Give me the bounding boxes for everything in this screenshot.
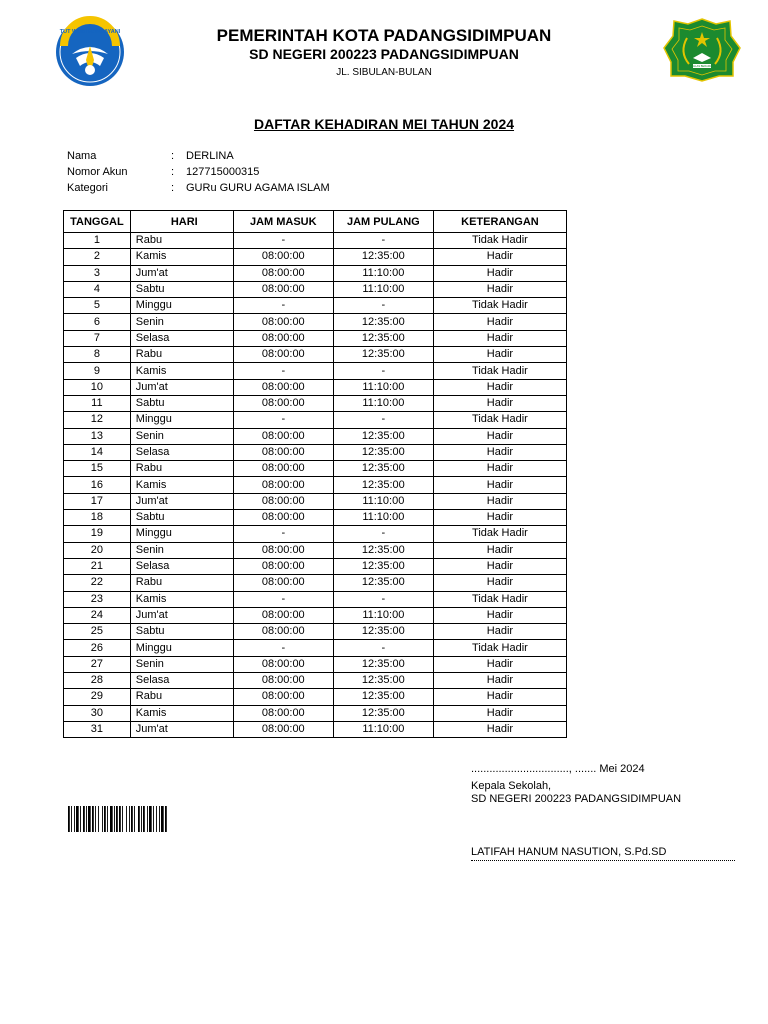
cell-jam-masuk: 08:00:00 xyxy=(233,314,333,330)
table-row xyxy=(64,705,567,721)
cell-jam-masuk: 08:00:00 xyxy=(233,705,333,721)
cell-keterangan: Tidak Hadir xyxy=(433,591,566,607)
cell-keterangan: Tidak Hadir xyxy=(433,412,566,428)
header-jam-pulang: JAM PULANG xyxy=(333,211,433,233)
cell-hari: Selasa xyxy=(130,673,233,689)
cell-jam-pulang: 12:35:00 xyxy=(333,705,433,721)
right-logo-text: IKHLAS BERAMAL xyxy=(690,65,714,69)
cell-hari: Jum'at xyxy=(130,379,233,395)
cell-jam-masuk: 08:00:00 xyxy=(233,281,333,297)
table-row xyxy=(64,444,567,460)
cell-keterangan: Hadir xyxy=(433,575,566,591)
barcode-bar xyxy=(88,806,91,832)
signature-underline xyxy=(471,860,735,861)
cell-jam-pulang: - xyxy=(333,640,433,656)
cell-jam-masuk: 08:00:00 xyxy=(233,330,333,346)
table-row xyxy=(64,363,567,379)
table-row xyxy=(64,640,567,656)
header-tanggal: TANGGAL xyxy=(64,211,131,233)
barcode-bar xyxy=(143,806,145,832)
cell-tanggal: 21 xyxy=(64,558,131,574)
signatory-name: LATIFAH HANUM NASUTION, S.Pd.SD xyxy=(471,846,667,858)
table-row xyxy=(64,575,567,591)
barcode-bar xyxy=(95,806,96,832)
cell-tanggal: 13 xyxy=(64,428,131,444)
info-value: DERLINA xyxy=(186,150,234,162)
cell-hari: Jum'at xyxy=(130,721,233,737)
table-row xyxy=(64,591,567,607)
cell-hari: Minggu xyxy=(130,640,233,656)
barcode-bar xyxy=(116,806,118,832)
cell-hari: Sabtu xyxy=(130,281,233,297)
cell-keterangan: Tidak Hadir xyxy=(433,298,566,314)
school-name: SD NEGERI 200223 PADANGSIDIMPUAN xyxy=(249,46,519,62)
cell-keterangan: Hadir xyxy=(433,428,566,444)
cell-jam-masuk: 08:00:00 xyxy=(233,428,333,444)
cell-hari: Selasa xyxy=(130,330,233,346)
cell-jam-masuk: - xyxy=(233,526,333,542)
cell-hari: Rabu xyxy=(130,347,233,363)
cell-hari: Minggu xyxy=(130,298,233,314)
cell-hari: Rabu xyxy=(130,575,233,591)
barcode-bar xyxy=(156,806,157,832)
cell-keterangan: Tidak Hadir xyxy=(433,640,566,656)
cell-jam-pulang: - xyxy=(333,591,433,607)
barcode-bar xyxy=(110,806,113,832)
cell-keterangan: Tidak Hadir xyxy=(433,363,566,379)
barcode-bar xyxy=(107,806,108,832)
barcode-bar xyxy=(153,806,154,832)
barcode-bar xyxy=(86,806,87,832)
cell-keterangan: Hadir xyxy=(433,395,566,411)
table-row xyxy=(64,689,567,705)
cell-jam-pulang: - xyxy=(333,233,433,249)
cell-tanggal: 22 xyxy=(64,575,131,591)
cell-jam-masuk: 08:00:00 xyxy=(233,656,333,672)
cell-hari: Kamis xyxy=(130,591,233,607)
barcode-bar xyxy=(149,806,152,832)
government-name: PEMERINTAH KOTA PADANGSIDIMPUAN xyxy=(216,26,552,45)
table-row xyxy=(64,379,567,395)
cell-tanggal: 9 xyxy=(64,363,131,379)
barcode-bar xyxy=(98,806,99,832)
left-logo-text: TUT WURI HANDAYANI xyxy=(59,29,121,35)
table-row xyxy=(64,298,567,314)
table-header-row xyxy=(64,211,567,233)
cell-tanggal: 31 xyxy=(64,721,131,737)
cell-jam-pulang: 11:10:00 xyxy=(333,493,433,509)
table-row xyxy=(64,721,567,737)
barcode-bar xyxy=(134,806,135,832)
cell-jam-pulang: 12:35:00 xyxy=(333,542,433,558)
cell-tanggal: 30 xyxy=(64,705,131,721)
table-row xyxy=(64,526,567,542)
barcode-bar xyxy=(131,806,133,832)
info-row-nomor-akun xyxy=(67,164,330,180)
cell-jam-pulang: - xyxy=(333,412,433,428)
info-label: Kategori xyxy=(67,182,108,194)
cell-tanggal: 10 xyxy=(64,379,131,395)
school-address: JL. SIBULAN-BULAN xyxy=(336,67,432,78)
cell-tanggal: 16 xyxy=(64,477,131,493)
cell-jam-masuk: - xyxy=(233,298,333,314)
table-row xyxy=(64,412,567,428)
cell-tanggal: 11 xyxy=(64,395,131,411)
cell-jam-masuk: 08:00:00 xyxy=(233,249,333,265)
table-row xyxy=(64,330,567,346)
cell-tanggal: 18 xyxy=(64,510,131,526)
cell-jam-pulang: 12:35:00 xyxy=(333,624,433,640)
cell-tanggal: 27 xyxy=(64,656,131,672)
cell-jam-pulang: 11:10:00 xyxy=(333,721,433,737)
table-row xyxy=(64,558,567,574)
barcode-bar xyxy=(68,806,70,832)
cell-keterangan: Hadir xyxy=(433,281,566,297)
cell-jam-pulang: 12:35:00 xyxy=(333,249,433,265)
cell-jam-pulang: 12:35:00 xyxy=(333,575,433,591)
barcode-bar xyxy=(159,806,160,832)
table-row xyxy=(64,673,567,689)
cell-jam-pulang: 12:35:00 xyxy=(333,444,433,460)
cell-jam-masuk: - xyxy=(233,591,333,607)
cell-keterangan: Hadir xyxy=(433,673,566,689)
barcode-bar xyxy=(102,806,103,832)
info-label: Nama xyxy=(67,150,97,162)
cell-keterangan: Hadir xyxy=(433,477,566,493)
header-jam-masuk: JAM MASUK xyxy=(233,211,333,233)
document-title: DAFTAR KEHADIRAN MEI TAHUN 2024 xyxy=(253,116,515,132)
cell-hari: Sabtu xyxy=(130,510,233,526)
cell-hari: Jum'at xyxy=(130,493,233,509)
table-row xyxy=(64,461,567,477)
cell-keterangan: Hadir xyxy=(433,314,566,330)
cell-jam-masuk: 08:00:00 xyxy=(233,444,333,460)
cell-keterangan: Hadir xyxy=(433,444,566,460)
cell-hari: Senin xyxy=(130,542,233,558)
cell-hari: Minggu xyxy=(130,526,233,542)
cell-jam-pulang: 11:10:00 xyxy=(333,265,433,281)
cell-tanggal: 24 xyxy=(64,607,131,623)
cell-keterangan: Hadir xyxy=(433,656,566,672)
barcode-bar xyxy=(165,806,167,832)
cell-jam-pulang: 11:10:00 xyxy=(333,607,433,623)
barcode-bar xyxy=(129,806,130,832)
cell-hari: Senin xyxy=(130,428,233,444)
cell-tanggal: 20 xyxy=(64,542,131,558)
cell-hari: Sabtu xyxy=(130,624,233,640)
cell-tanggal: 6 xyxy=(64,314,131,330)
cell-keterangan: Hadir xyxy=(433,249,566,265)
cell-tanggal: 12 xyxy=(64,412,131,428)
cell-keterangan: Hadir xyxy=(433,542,566,558)
cell-tanggal: 29 xyxy=(64,689,131,705)
cell-keterangan: Hadir xyxy=(433,379,566,395)
cell-jam-pulang: 11:10:00 xyxy=(333,379,433,395)
cell-jam-pulang: - xyxy=(333,363,433,379)
cell-tanggal: 4 xyxy=(64,281,131,297)
table-row xyxy=(64,624,567,640)
signature-date: ................................, ....... Mei 2024 xyxy=(471,763,645,775)
info-value: 127715000315 xyxy=(186,166,260,178)
cell-hari: Kamis xyxy=(130,249,233,265)
cell-keterangan: Hadir xyxy=(433,330,566,346)
table-row xyxy=(64,265,567,281)
cell-tanggal: 28 xyxy=(64,673,131,689)
cell-jam-pulang: 12:35:00 xyxy=(333,558,433,574)
barcode-bar xyxy=(83,806,85,832)
cell-jam-pulang: 12:35:00 xyxy=(333,689,433,705)
cell-jam-pulang: - xyxy=(333,526,433,542)
cell-hari: Kamis xyxy=(130,477,233,493)
cell-hari: Jum'at xyxy=(130,265,233,281)
cell-hari: Rabu xyxy=(130,689,233,705)
table-row xyxy=(64,542,567,558)
cell-keterangan: Hadir xyxy=(433,265,566,281)
info-row-kategori xyxy=(67,180,330,196)
cell-jam-masuk: 08:00:00 xyxy=(233,607,333,623)
cell-hari: Kamis xyxy=(130,363,233,379)
cell-jam-masuk: 08:00:00 xyxy=(233,542,333,558)
employee-info xyxy=(67,148,330,196)
cell-jam-pulang: 12:35:00 xyxy=(333,428,433,444)
cell-tanggal: 14 xyxy=(64,444,131,460)
table-row xyxy=(64,656,567,672)
cell-keterangan: Hadir xyxy=(433,493,566,509)
table-row xyxy=(64,249,567,265)
cell-jam-pulang: 11:10:00 xyxy=(333,510,433,526)
cell-hari: Minggu xyxy=(130,412,233,428)
barcode-bar xyxy=(80,806,81,832)
barcode-bar xyxy=(126,806,127,832)
cell-jam-pulang: 12:35:00 xyxy=(333,330,433,346)
cell-jam-masuk: 08:00:00 xyxy=(233,347,333,363)
cell-hari: Senin xyxy=(130,656,233,672)
table-row xyxy=(64,281,567,297)
barcode-bar xyxy=(141,806,142,832)
barcode-bar xyxy=(114,806,115,832)
info-label: Nomor Akun xyxy=(67,166,128,178)
cell-jam-pulang: 12:35:00 xyxy=(333,673,433,689)
cell-jam-pulang: 11:10:00 xyxy=(333,281,433,297)
cell-tanggal: 7 xyxy=(64,330,131,346)
table-row xyxy=(64,233,567,249)
table-body xyxy=(64,233,567,738)
cell-hari: Senin xyxy=(130,314,233,330)
cell-keterangan: Hadir xyxy=(433,721,566,737)
info-value: GURu GURU AGAMA ISLAM xyxy=(186,182,330,194)
cell-tanggal: 3 xyxy=(64,265,131,281)
cell-jam-pulang: - xyxy=(333,298,433,314)
cell-tanggal: 2 xyxy=(64,249,131,265)
table-row xyxy=(64,314,567,330)
cell-hari: Jum'at xyxy=(130,607,233,623)
cell-jam-pulang: 11:10:00 xyxy=(333,395,433,411)
table-row xyxy=(64,428,567,444)
cell-jam-masuk: - xyxy=(233,412,333,428)
cell-jam-pulang: 12:35:00 xyxy=(333,477,433,493)
table-row xyxy=(64,477,567,493)
cell-jam-pulang: 12:35:00 xyxy=(333,461,433,477)
cell-jam-masuk: 08:00:00 xyxy=(233,624,333,640)
signature-school: SD NEGERI 200223 PADANGSIDIMPUAN xyxy=(471,793,682,805)
table-row xyxy=(64,395,567,411)
table-row xyxy=(64,347,567,363)
cell-tanggal: 17 xyxy=(64,493,131,509)
info-row-nama xyxy=(67,148,330,164)
cell-jam-masuk: 08:00:00 xyxy=(233,558,333,574)
cell-tanggal: 15 xyxy=(64,461,131,477)
cell-hari: Sabtu xyxy=(130,395,233,411)
cell-jam-masuk: - xyxy=(233,640,333,656)
cell-keterangan: Tidak Hadir xyxy=(433,526,566,542)
cell-jam-masuk: 08:00:00 xyxy=(233,721,333,737)
cell-keterangan: Hadir xyxy=(433,347,566,363)
cell-keterangan: Hadir xyxy=(433,510,566,526)
barcode-bar xyxy=(71,806,72,832)
cell-hari: Rabu xyxy=(130,233,233,249)
cell-jam-pulang: 12:35:00 xyxy=(333,347,433,363)
cell-keterangan: Hadir xyxy=(433,558,566,574)
cell-hari: Selasa xyxy=(130,558,233,574)
barcode xyxy=(67,806,193,832)
header-hari: HARI xyxy=(130,211,233,233)
barcode-bar xyxy=(119,806,121,832)
barcode-bar xyxy=(161,806,164,832)
barcode-bar xyxy=(138,806,140,832)
table-row xyxy=(64,493,567,509)
barcode-bar xyxy=(147,806,148,832)
info-separator: : xyxy=(171,182,175,194)
cell-jam-masuk: - xyxy=(233,233,333,249)
cell-jam-masuk: 08:00:00 xyxy=(233,395,333,411)
cell-tanggal: 1 xyxy=(64,233,131,249)
barcode-bar xyxy=(76,806,79,832)
header-keterangan: KETERANGAN xyxy=(433,211,566,233)
cell-tanggal: 23 xyxy=(64,591,131,607)
info-separator: : xyxy=(171,166,175,178)
cell-tanggal: 8 xyxy=(64,347,131,363)
attendance-table xyxy=(63,210,567,738)
cell-keterangan: Hadir xyxy=(433,607,566,623)
cell-jam-pulang: 12:35:00 xyxy=(333,314,433,330)
barcode-bar xyxy=(104,806,106,832)
cell-jam-masuk: 08:00:00 xyxy=(233,493,333,509)
cell-keterangan: Hadir xyxy=(433,689,566,705)
table-row xyxy=(64,607,567,623)
barcode-bar xyxy=(92,806,94,832)
signature-role: Kepala Sekolah, xyxy=(471,780,552,792)
barcode-bar xyxy=(74,806,75,832)
cell-tanggal: 26 xyxy=(64,640,131,656)
barcode-bar xyxy=(122,806,123,832)
cell-keterangan: Hadir xyxy=(433,705,566,721)
cell-jam-masuk: 08:00:00 xyxy=(233,575,333,591)
cell-tanggal: 25 xyxy=(64,624,131,640)
info-separator: : xyxy=(171,150,175,162)
cell-hari: Rabu xyxy=(130,461,233,477)
cell-jam-masuk: 08:00:00 xyxy=(233,477,333,493)
cell-keterangan: Hadir xyxy=(433,461,566,477)
cell-jam-pulang: 12:35:00 xyxy=(333,656,433,672)
cell-hari: Selasa xyxy=(130,444,233,460)
cell-jam-masuk: 08:00:00 xyxy=(233,379,333,395)
table-row xyxy=(64,510,567,526)
cell-hari: Kamis xyxy=(130,705,233,721)
cell-jam-masuk: - xyxy=(233,363,333,379)
cell-jam-masuk: 08:00:00 xyxy=(233,461,333,477)
cell-jam-masuk: 08:00:00 xyxy=(233,265,333,281)
cell-tanggal: 5 xyxy=(64,298,131,314)
cell-keterangan: Tidak Hadir xyxy=(433,233,566,249)
cell-keterangan: Hadir xyxy=(433,624,566,640)
cell-jam-masuk: 08:00:00 xyxy=(233,673,333,689)
cell-jam-masuk: 08:00:00 xyxy=(233,689,333,705)
cell-jam-masuk: 08:00:00 xyxy=(233,510,333,526)
cell-tanggal: 19 xyxy=(64,526,131,542)
